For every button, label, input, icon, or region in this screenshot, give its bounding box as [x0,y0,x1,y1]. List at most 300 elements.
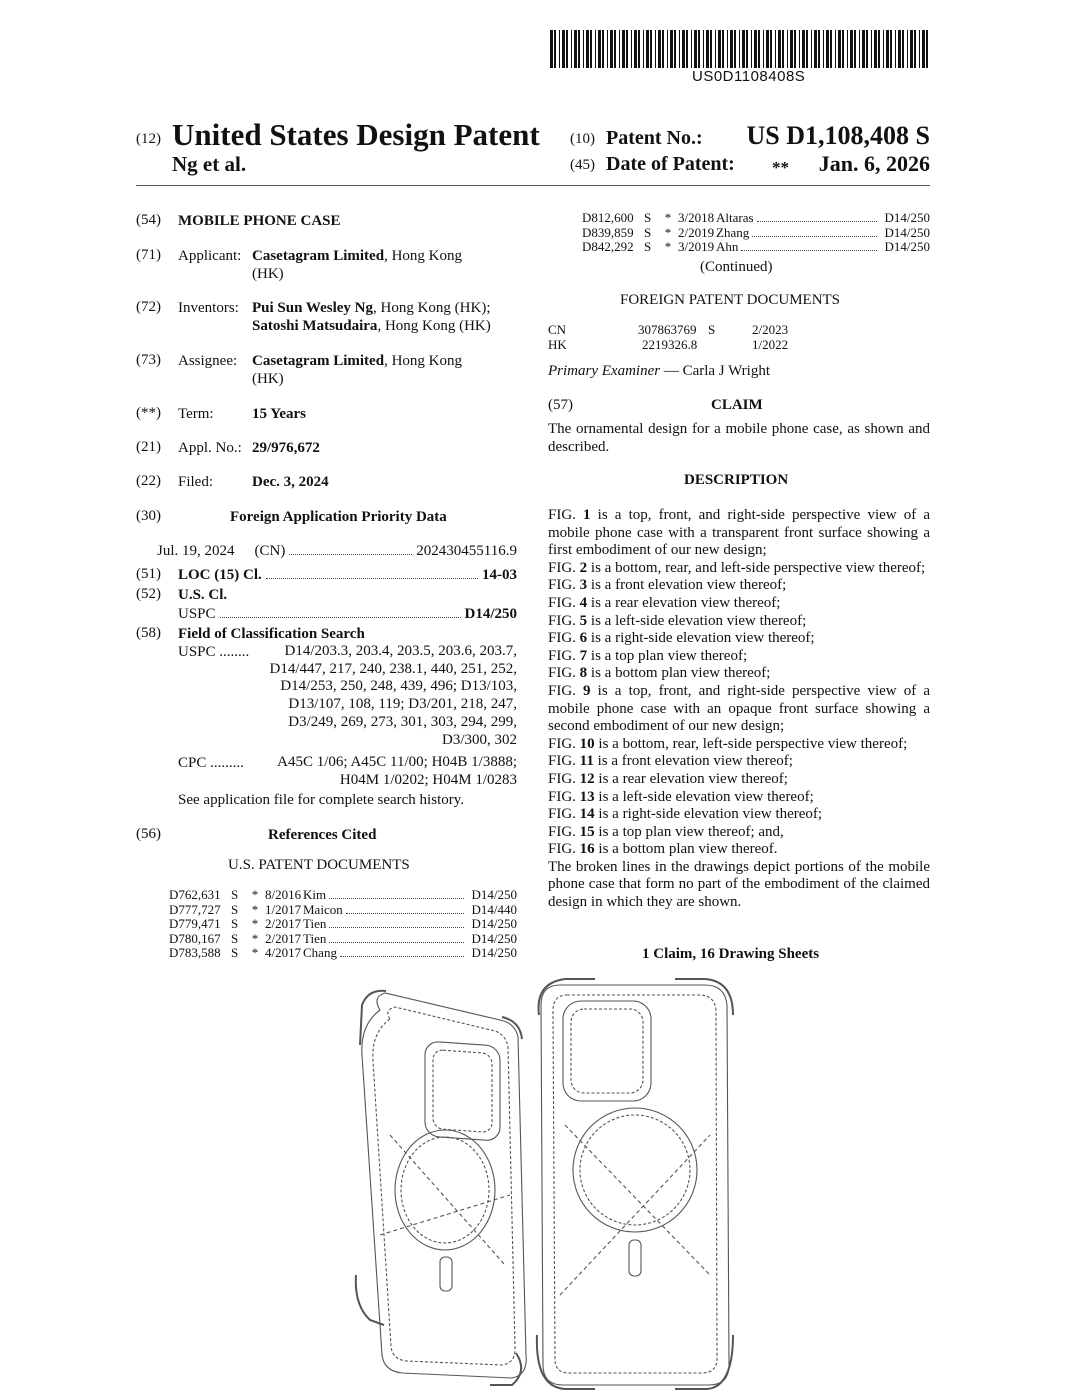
examiner-name: — Carla J Wright [660,363,770,379]
barcode-bar [662,30,664,68]
kind-code-45: (45) [570,157,595,173]
term-value: 15 Years [252,406,307,422]
cpc-line: A45C 1/06; A45C 11/00; H04B 1/3888; [277,754,517,770]
reference-name: Zhang [716,224,750,240]
priority-number: 202430455116.9 [416,543,517,559]
barcode-bar [658,30,661,68]
reference-star: * [251,901,259,917]
patent-number: US D1,108,408 S [746,121,930,150]
reference-name: Kim [303,887,327,902]
reference-date: 4/2017 [265,945,302,960]
reference-name: Tien [303,930,327,946]
reference-star: * [664,224,672,240]
figure-number: 7 [579,647,588,664]
inventor-2 [252,317,491,335]
barcode-bar [710,30,712,68]
phone-case-perspective-view [356,991,526,1385]
barcode-bar [571,30,572,68]
reference-number: D777,727 [169,901,221,917]
inventor-1-location: , Hong Kong (HK); [373,300,491,316]
figure-prefix: FIG. [548,665,580,682]
figure-prefix: FIG. [548,577,580,594]
barcode-bar [706,30,709,68]
figure-text: is a front elevation view thereof; [587,577,787,594]
barcode-text: US0D1108408S [692,68,806,85]
figure-number: 15 [579,823,595,840]
examiner-label: Primary Examiner [548,363,661,379]
barcode-bar [859,30,860,68]
barcode-bar [770,30,772,68]
barcode-bar [638,30,640,68]
reference-star: * [664,210,672,225]
figure-description [548,595,930,613]
figure-number: 3 [579,577,588,594]
priority-country: (CN) [254,543,286,559]
barcode-bar [722,30,724,68]
barcode-bar [674,30,676,68]
uspc-line: D13/107, 108, 119; D3/201, 218, 247, [288,696,517,713]
term-label: Term: [178,406,214,422]
barcode-bar [862,30,865,68]
barcode-bar [919,30,920,68]
barcode-bar [646,30,649,68]
barcode-bar [727,30,728,68]
reference-date: 2/2019 [678,224,715,240]
figure-number: 1 [583,507,591,523]
figure-prefix: FIG. [548,630,580,647]
filed-label: Filed: [178,474,214,490]
barcode-bar [650,30,652,68]
barcode-bar [871,30,872,68]
barcode-bar [926,30,928,68]
barcode-bar [754,30,757,68]
foreign-ref-date: 1/2022 [752,337,789,352]
reference-kind: S [231,930,239,946]
barcode-bar [766,30,769,68]
barcode-bar [787,30,788,68]
reference-star: * [251,887,259,902]
barcode-bar [698,30,700,68]
reference-class: D14/250 [471,916,517,931]
code-56: (56) [136,826,161,842]
barcode-bar [610,30,613,68]
figure-number: 13 [579,788,595,805]
figure-text: is a bottom, rear, and left-side perspective view thereof; [587,559,926,576]
assignee [252,352,462,370]
code-30: (30) [136,508,161,524]
figure-number: 8 [579,665,588,682]
claim-text: The ornamental design for a mobile phone case, as shown and described. [548,421,930,455]
reference-name: Ahn [716,239,739,254]
uspc-line: D14/203.3, 203.4, 203.5, 203.6, 203.7, [284,643,517,659]
figure-text: is a top plan view thereof; and, [594,823,784,840]
figure-prefix: FIG. [548,753,580,770]
barcode-bar [742,30,745,68]
barcode-bar [574,30,577,68]
claim-title: CLAIM [711,397,763,413]
filed-value: Dec. 3, 2024 [252,474,329,490]
reference-kind: S [231,887,239,902]
inventors-label: Inventors: [178,300,239,316]
reference-star: * [251,916,259,931]
reference-date: 1/2017 [265,901,302,917]
barcode-bar [878,30,880,68]
continued-note: (Continued) [700,259,773,275]
figure-text: is a front elevation view thereof; [593,753,793,770]
figure-number: 11 [579,753,594,770]
applicant [252,247,462,265]
appl-no-label: Appl. No.: [178,440,242,456]
phone-case-rear-view [537,979,733,1389]
authors: Ng et al. [172,152,247,176]
primary-examiner [548,362,770,380]
barcode-bar [550,30,553,68]
us-patent-docs-title: U.S. PATENT DOCUMENTS [228,857,410,873]
reference-date: 3/2019 [678,239,715,254]
assignee-label: Assignee: [178,353,238,369]
field-uspc-lines [270,643,518,749]
figure-number: 14 [579,806,595,823]
description-body [548,507,930,912]
figure-prefix: FIG. [548,788,580,805]
code-21: (21) [136,439,161,455]
barcode-bar [830,30,832,68]
assignee-name: Casetagram Limited [252,353,385,369]
reference-name: Altaras [716,210,754,225]
barcode-bar [866,30,868,68]
reference-star: * [251,945,259,960]
reference-row [169,945,517,961]
broken-lines-note: The broken lines in the drawings depict portions of the mobile phone case that form no part of the embodiment of the claimed design in which they are shown. [548,858,930,911]
barcode-bar [914,30,916,68]
barcode-bar [902,30,904,68]
barcode-bar [703,30,704,68]
figure-prefix: FIG. [548,594,580,611]
figure-text: is a left-side elevation view thereof; [587,612,807,629]
barcode-bar [739,30,740,68]
header-rule [136,185,930,186]
code-term: (**) [136,405,161,421]
barcode-bar [607,30,608,68]
reference-name: Tien [303,916,327,931]
loc-classification [178,566,517,584]
field-cpc-label: CPC ......... [178,755,244,771]
figure-number: 10 [579,735,595,752]
reference-kind: S [644,239,652,254]
figure-description [548,841,930,859]
figure-number: 5 [579,612,588,629]
figure-description [548,577,930,595]
figure-prefix: FIG. [548,682,584,699]
figure-number: 4 [579,594,588,611]
figure-description [548,665,930,683]
barcode-bar [778,30,781,68]
reference-kind: S [231,901,239,917]
barcode-bar [790,30,793,68]
reference-date: 2/2017 [265,916,302,931]
barcode-bar [667,30,668,68]
references-title: References Cited [268,827,377,843]
barcode-bar [763,30,764,68]
barcode-bar [811,30,812,68]
figure-text: is a right-side elevation view thereof; [587,630,815,647]
code-22: (22) [136,473,161,489]
assignee-location: , Hong Kong [384,353,462,369]
uspc-value: D14/250 [464,606,517,622]
uspc-line: D14/447, 217, 240, 238.1, 440, 251, 252, [269,660,517,677]
figure-prefix: FIG. [548,806,580,823]
reference-class: D14/250 [884,239,930,254]
reference-class: D14/250 [471,930,517,946]
barcode-bar [679,30,680,68]
foreign-docs-title: FOREIGN PATENT DOCUMENTS [620,292,841,308]
barcode-bar [854,30,856,68]
figure-description [548,683,930,736]
figure-number: 16 [579,841,595,858]
barcode-bar [802,30,805,68]
barcode-bar [578,30,580,68]
barcode-bar [818,30,820,68]
barcode-bar [686,30,688,68]
reference-kind: S [231,945,239,960]
patent-title: United States Design Patent [172,117,540,152]
reference-class: D14/250 [471,945,517,960]
loc-value: 14-03 [482,567,517,583]
figure-prefix: FIG. [548,559,580,576]
field-uspc-label: USPC ........ [178,644,250,660]
barcode-bar [782,30,784,68]
foreign-ref-number: 307863769 [638,322,697,337]
barcode-bar [598,30,601,68]
description-title: DESCRIPTION [684,472,789,488]
barcode-bar [691,30,692,68]
uspc-label: USPC [178,606,216,622]
barcode-bar [814,30,817,68]
figure-description [548,789,930,807]
reference-number: D762,631 [169,887,221,902]
barcode-bar [715,30,716,68]
barcode-bar [907,30,908,68]
uspc-line: D3/300, 302 [442,731,517,748]
barcode-bar [614,30,616,68]
barcode-bar [823,30,824,68]
barcode-bar [619,30,620,68]
reference-class: D14/250 [471,887,517,902]
figure-text: is a bottom plan view thereof. [594,841,778,858]
figure-text: is a rear elevation view thereof; [594,770,788,787]
barcode-bar [631,30,632,68]
figure-text: is a left-side elevation view thereof; [594,788,814,805]
claims-sheets: 1 Claim, 16 Drawing Sheets [642,946,820,962]
barcode-bar [566,30,568,68]
foreign-ref-row [548,337,567,352]
inventor-2-name: Satoshi Matsudaira [252,318,378,334]
barcode-bar [670,30,673,68]
search-history-note: See application file for complete search history. [178,792,465,808]
barcode-bar [838,30,841,68]
figure-number: 12 [579,770,595,787]
figure-prefix: FIG. [548,612,580,629]
barcode-bar [874,30,877,68]
figure-prefix: FIG. [548,507,584,523]
reference-star: * [251,930,259,946]
barcode-bar [583,30,584,68]
barcode-bar [886,30,889,68]
phone-case-drawing [340,975,740,1395]
barcode-bar [562,30,565,68]
figure-prefix: FIG. [548,647,580,664]
loc-label: LOC (15) Cl. [178,567,262,583]
barcode-bar [910,30,913,68]
barcode-bar [826,30,829,68]
reference-star: * [664,239,672,254]
barcode-bar [847,30,848,68]
reference-number: D842,292 [582,239,634,254]
assignee-country: (HK) [252,371,284,387]
patent-no-label: Patent No.: [606,127,703,149]
figure-description [548,824,930,842]
barcode-bar [895,30,896,68]
kind-code-10: (10) [570,131,595,147]
reference-class: D14/250 [884,224,930,240]
figure-text: is a top, front, and right-side perspective view of a mobile phone case with an opaque front surface showing a second embodiment of our new design; [548,682,930,735]
barcode-bar [799,30,800,68]
uspc-line: D14/253, 250, 248, 439, 496; D13/103, [280,678,517,695]
barcode [550,30,930,68]
appl-no-value: 29/976,672 [252,440,320,456]
reference-row [582,239,930,255]
barcode-bar [626,30,628,68]
field-cpc-lines [277,754,517,789]
priority-date: Jul. 19, 2024 [157,543,235,559]
barcode-bar [730,30,733,68]
date-label: Date of Patent: [606,153,735,175]
barcode-bar [835,30,836,68]
reference-number: D779,471 [169,916,221,931]
barcode-bar [775,30,776,68]
barcode-bar [794,30,796,68]
barcode-bar [734,30,736,68]
figure-number: 2 [579,559,588,576]
priority-entry [157,542,517,560]
figure-text: is a bottom, rear, left-side perspective view thereof; [594,735,908,752]
figure-text: is a bottom plan view thereof; [587,665,771,682]
barcode-bar [751,30,752,68]
barcode-bar [746,30,748,68]
reference-kind: S [231,916,239,931]
barcode-bar [586,30,589,68]
figure-description [548,613,930,631]
code-71: (71) [136,247,161,263]
code-73: (73) [136,352,161,368]
figure-description [548,630,930,648]
foreign-country: CN [548,322,567,337]
applicant-name: Casetagram Limited [252,248,385,264]
figure-prefix: FIG. [548,823,580,840]
barcode-bar [554,30,556,68]
reference-kind: S [644,210,652,225]
barcode-bar [559,30,560,68]
reference-date: 2/2017 [265,930,302,946]
foreign-ref-number: 2219326.8 [642,337,698,352]
foreign-ref-date: 2/2023 [752,322,789,337]
code-51: (51) [136,566,161,582]
foreign-country: HK [548,337,567,352]
kind-code-12: (12) [136,131,161,147]
figure-prefix: FIG. [548,841,580,858]
inventor-1-name: Pui Sun Wesley Ng [252,300,374,316]
barcode-bar [890,30,892,68]
foreign-ref-row [548,322,566,337]
reference-number: D812,600 [582,210,634,225]
reference-number: D783,588 [169,945,221,960]
code-54: (54) [136,212,161,228]
figure-number: 9 [583,682,591,699]
barcode-bar [883,30,884,68]
applicant-country: (HK) [252,266,284,282]
barcode-bar [758,30,760,68]
barcode-bar [595,30,596,68]
barcode-bar [922,30,925,68]
barcode-bar [602,30,604,68]
figure-description [548,736,930,754]
barcode-bar [643,30,644,68]
applicant-label: Applicant: [178,248,242,264]
date-of-patent: Jan. 6, 2026 [818,151,930,176]
reference-name: Maicon [303,901,343,917]
figure-number: 6 [579,630,588,647]
barcode-bar [622,30,625,68]
field-search-title: Field of Classification Search [178,626,365,642]
figure-text: is a top plan view thereof; [587,647,748,664]
us-cl-label: U.S. Cl. [178,587,228,603]
uspc-line: D3/249, 269, 273, 301, 303, 294, 299, [288,713,517,730]
inventor-1 [252,299,491,317]
barcode-bar [898,30,901,68]
reference-date: 3/2018 [678,210,715,225]
barcode-bar [694,30,697,68]
reference-number: D780,167 [169,930,221,946]
reference-class: D14/440 [471,901,517,917]
figure-prefix: FIG. [548,770,580,787]
reference-kind: S [644,224,652,240]
figure-prefix: FIG. [548,735,580,752]
barcode-bar [850,30,853,68]
figure-description [548,507,930,560]
figure-description [548,771,930,789]
figure-text: is a right-side elevation view thereof; [594,806,823,823]
barcode-bar [590,30,592,68]
barcode-bar [634,30,637,68]
code-57: (57) [548,397,573,413]
foreign-ref-kind: S [708,322,716,337]
figure-description [548,560,930,578]
barcode-bar [718,30,721,68]
figure-text: is a top, front, and right-side perspective view of a mobile phone case with a transparent front surface showing a first embodiment of our new design; [548,507,930,559]
code-58: (58) [136,625,161,641]
reference-date: 8/2016 [265,887,302,902]
barcode-bar [806,30,808,68]
cpc-line: H04M 1/0202; H04M 1/0283 [339,771,517,788]
inventor-2-location: , Hong Kong (HK) [377,318,491,334]
applicant-location: , Hong Kong [384,248,462,264]
invention-title: MOBILE PHONE CASE [178,213,341,229]
barcode-bar [655,30,656,68]
date-stars: ** [772,158,789,177]
code-52: (52) [136,586,161,602]
figure-description [548,648,930,666]
code-72: (72) [136,299,161,315]
